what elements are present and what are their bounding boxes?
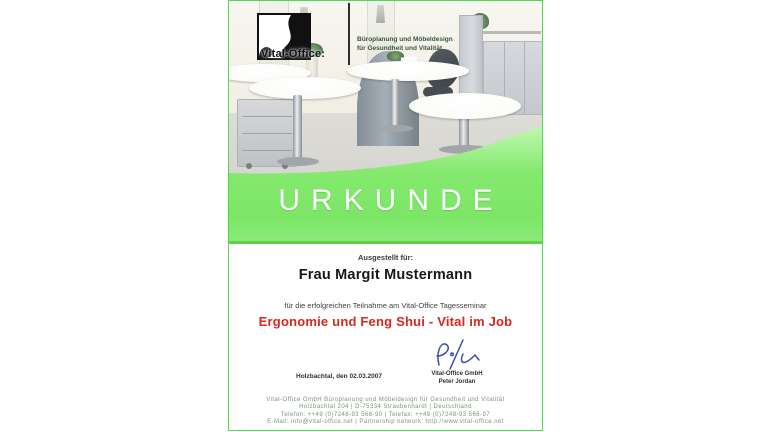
issued-for-label: Ausgestellt für: — [357, 253, 413, 262]
footer-line2: Holzbachtal 204 | D-75334 Straubenhardt | Deutschland — [299, 404, 472, 411]
certificate-title: URKUNDE — [278, 184, 504, 217]
tagline-line1: Büroplanung und Möbeldesign — [357, 36, 453, 43]
seminar-title: Ergonomie und Feng Shui - Vital im Job — [258, 314, 513, 329]
footer-line3: Telefon: ++49 (0)7248-93 566-90 | Telefax: ++49 (0)7248-93 566-97 — [280, 411, 491, 418]
tagline-line2: für Gesundheit und Vitalität — [357, 44, 443, 52]
signature-icon — [429, 339, 485, 371]
seminar-intro-text: für die erfolgreichen Teilnahme am Vital-Office Tagesseminar — [284, 301, 487, 310]
recipient-name: Frau Margit Mustermann — [298, 267, 473, 283]
footer-line4: E-Mail: info@vital-office.net | Partnership network: http://www.vital-office.net — [267, 418, 504, 425]
place-and-date: Holzbachtal, den 02.03.2007 — [296, 373, 382, 380]
signature-block — [407, 339, 507, 386]
logo-wordmark: Vital-Office: — [261, 48, 326, 60]
signer-company: Vital-Office GmbH — [431, 371, 483, 377]
signer-name: Peter Jordan — [438, 378, 476, 385]
office-photo — [229, 1, 542, 244]
footer-line1: Vital-Office GmbH Büroplanung und Möbeldesign für Gesundheit und Vitalität — [266, 397, 505, 403]
logo-tagline — [357, 36, 453, 53]
certificate-footer — [237, 397, 534, 426]
certificate-page — [228, 0, 543, 431]
